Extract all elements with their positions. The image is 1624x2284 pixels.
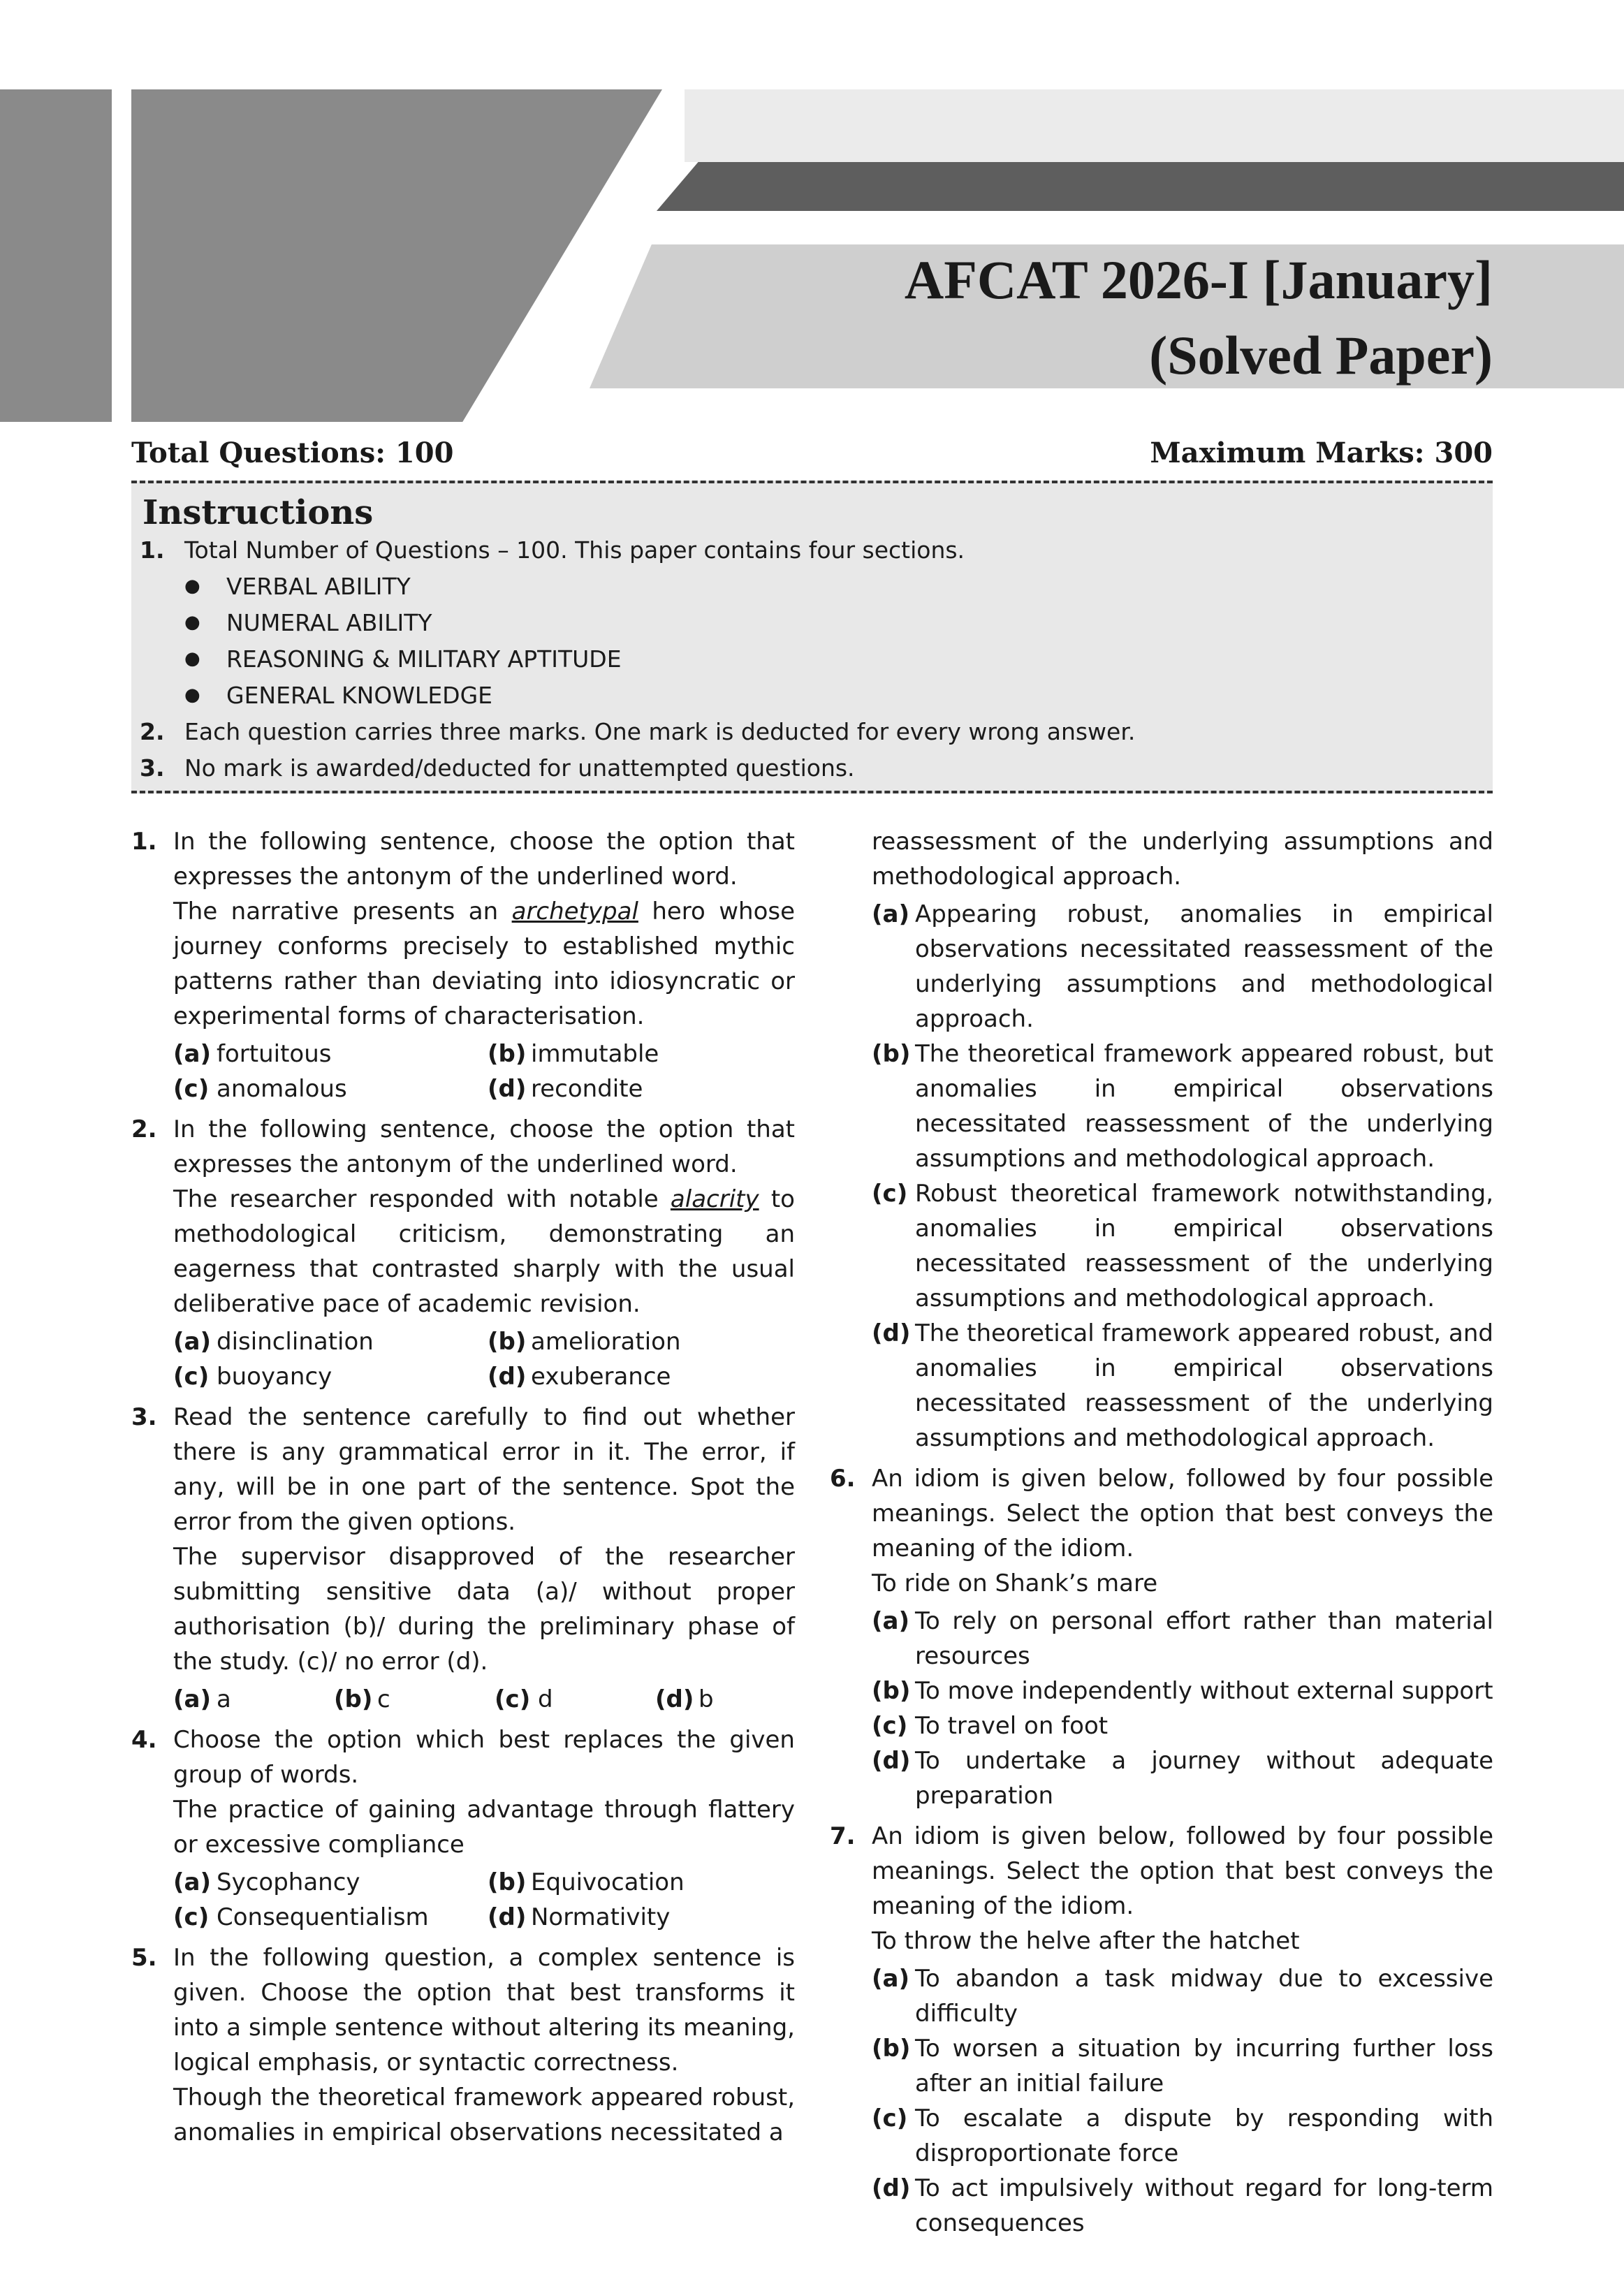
question-sentence: The practice of gaining advantage through flattery or excessive compliance	[173, 1796, 795, 1859]
header-dark-band	[657, 162, 1624, 211]
options	[173, 1324, 795, 1394]
options	[872, 1604, 1493, 1813]
question-4	[131, 1722, 795, 1935]
header-grey-block	[131, 89, 662, 422]
question-sentence: Though the theoretical framework appeared robust, anomalies in empirical observations necessitated a	[173, 2084, 795, 2146]
option-b[interactable]: (b) To move independently without external support	[872, 1677, 1493, 1705]
option-a[interactable]: (a) a	[173, 1685, 231, 1713]
section-name: REASONING & MILITARY APTITUDE	[226, 645, 622, 673]
option-b[interactable]: (b) amelioration	[488, 1328, 681, 1356]
option-b[interactable]: (b) immutable	[488, 1040, 659, 1068]
question-1	[131, 824, 795, 1106]
option-d[interactable]: (d) Normativity	[488, 1903, 671, 1931]
option-b[interactable]: (b) The theoretical framework appeared robust, but anomalies in empirical observations necessitated reassessment of the underlying assumptions and methodological approach.	[872, 1040, 1493, 1173]
option-b[interactable]: (b) Equivocation	[488, 1868, 685, 1896]
question-5	[131, 1940, 795, 2150]
question-sentence: The supervisor disapproved of the researcher submitting sensitive data (a)/ without proper authorisation (b)/ during the preliminary phase of the study. (c)/ no error (d).	[173, 1543, 795, 1676]
instruction-number: 2.	[140, 718, 165, 745]
option-a[interactable]: (a) fortuitous	[173, 1040, 332, 1068]
question-number: 1.	[131, 828, 157, 856]
question-number: 5.	[131, 1944, 157, 1972]
instruction-text: Total Number of Questions – 100. This paper contains four sections.	[184, 536, 965, 564]
options	[872, 1961, 1493, 2241]
options	[173, 1037, 795, 1106]
underlined-word: alacrity	[670, 1185, 759, 1213]
question-prompt: In the following question, a complex sentence is given. Choose the option that best transforms it into a simple sentence without altering its meaning, logical emphasis, or syntactic correctness.	[173, 1944, 795, 2077]
option-a[interactable]: (a) To abandon a task midway due to excessive difficulty	[872, 1965, 1493, 2028]
section-name: GENERAL KNOWLEDGE	[226, 682, 492, 709]
question-sentence: The researcher responded with notable alacrity to methodological criticism, demonstrating an eagerness that contrasted sharply with the usual deliberative pace of academic revision.	[173, 1185, 795, 1318]
option-a[interactable]: (a) disinclination	[173, 1328, 374, 1356]
header-left-bar	[0, 89, 112, 422]
left-column	[131, 824, 795, 2155]
question-2	[131, 1112, 795, 1394]
option-c[interactable]: (c) Robust theoretical framework notwithstanding, anomalies in empirical observations necessitated reassessment of the underlying assumptions and methodological approach.	[872, 1180, 1493, 1312]
page-title: AFCAT 2026-I [January]	[904, 249, 1493, 310]
instructions-box	[131, 481, 1493, 793]
question-7	[830, 1819, 1493, 2241]
bullet-icon: ●	[184, 648, 200, 669]
option-b[interactable]: (b) To worsen a situation by incurring further loss after an initial failure	[872, 2035, 1493, 2098]
question-number: 4.	[131, 1726, 157, 1754]
instruction-number: 1.	[140, 536, 165, 564]
bullet-icon: ●	[184, 576, 200, 596]
option-b[interactable]: (b) c	[334, 1685, 390, 1713]
option-c[interactable]: (c) To travel on foot	[872, 1712, 1109, 1740]
option-d[interactable]: (d) To undertake a journey without adequate preparation	[872, 1747, 1493, 1810]
question-5-options	[830, 897, 1493, 1456]
question-prompt: An idiom is given below, followed by four possible meanings. Select the option that best conveys the meaning of the idiom.	[872, 1465, 1493, 1562]
option-d[interactable]: (d) recondite	[488, 1075, 643, 1103]
bullet-icon: ●	[184, 685, 200, 705]
option-d[interactable]: (d) To act impulsively without regard for long-term consequences	[872, 2174, 1493, 2237]
question-6	[830, 1461, 1493, 1813]
option-d[interactable]: (d) b	[655, 1685, 714, 1713]
option-a[interactable]: (a) Appearing robust, anomalies in empirical observations necessitated reassessment of the underlying assumptions and methodological approach.	[872, 900, 1493, 1033]
underlined-word: archetypal	[511, 898, 638, 925]
question-prompt: In the following sentence, choose the option that expresses the antonym of the underlined word.	[173, 828, 795, 891]
option-a[interactable]: (a) To rely on personal effort rather than material resources	[872, 1607, 1493, 1670]
question-prompt: Read the sentence carefully to find out whether there is any grammatical error in it. The error, if any, will be in one part of the sentence. Spot the error from the given options.	[173, 1403, 795, 1536]
question-number: 3.	[131, 1403, 157, 1431]
option-c[interactable]: (c) buoyancy	[173, 1363, 332, 1391]
option-d[interactable]: (d) exuberance	[488, 1363, 671, 1391]
option-a[interactable]: (a) Sycophancy	[173, 1868, 360, 1896]
question-prompt: In the following sentence, choose the option that expresses the antonym of the underlined word.	[173, 1115, 795, 1178]
option-c[interactable]: (c) anomalous	[173, 1075, 347, 1103]
instructions-heading: Instructions	[142, 493, 374, 532]
bullet-icon: ●	[184, 612, 200, 633]
question-number: 6.	[830, 1465, 856, 1493]
question-prompt: Choose the option which best replaces the given group of words.	[173, 1726, 795, 1789]
instruction-number: 3.	[140, 754, 165, 782]
section-name: NUMERAL ABILITY	[226, 609, 432, 636]
question-prompt: An idiom is given below, followed by four possible meanings. Select the option that best conveys the meaning of the idiom.	[872, 1822, 1493, 1920]
question-number: 2.	[131, 1115, 157, 1143]
header-light-band	[685, 89, 1624, 162]
question-number: 7.	[830, 1822, 856, 1850]
section-name: VERBAL ABILITY	[226, 573, 411, 600]
total-questions: Total Questions: 100	[131, 437, 454, 469]
options	[173, 1682, 795, 1717]
maximum-marks: Maximum Marks: 300	[1150, 437, 1493, 469]
option-c[interactable]: (c) d	[495, 1685, 553, 1713]
options	[872, 897, 1493, 1456]
instruction-text: Each question carries three marks. One mark is deducted for every wrong answer.	[184, 718, 1136, 745]
options	[173, 1865, 795, 1935]
question-sentence: The narrative presents an archetypal hero whose journey conforms precisely to established mythic patterns rather than deviating into idiosyncratic or experimental forms of characterisation.	[173, 898, 796, 1030]
question-sentence-continued: reassessment of the underlying assumptions and methodological approach.	[872, 828, 1493, 891]
option-d[interactable]: (d) The theoretical framework appeared robust, and anomalies in empirical observations necessitated reassessment of the underlying assumptions and methodological approach.	[872, 1319, 1493, 1452]
idiom: To ride on Shank’s mare	[872, 1569, 1158, 1597]
right-column	[830, 824, 1493, 2246]
instruction-text: No mark is awarded/deducted for unattempted questions.	[184, 754, 855, 782]
option-c[interactable]: (c) To escalate a dispute by responding with disproportionate force	[872, 2104, 1493, 2167]
question-3	[131, 1400, 795, 1717]
idiom: To throw the helve after the hatchet	[872, 1927, 1300, 1955]
page-subtitle: (Solved Paper)	[1149, 325, 1493, 386]
option-c[interactable]: (c) Consequentialism	[173, 1903, 429, 1931]
